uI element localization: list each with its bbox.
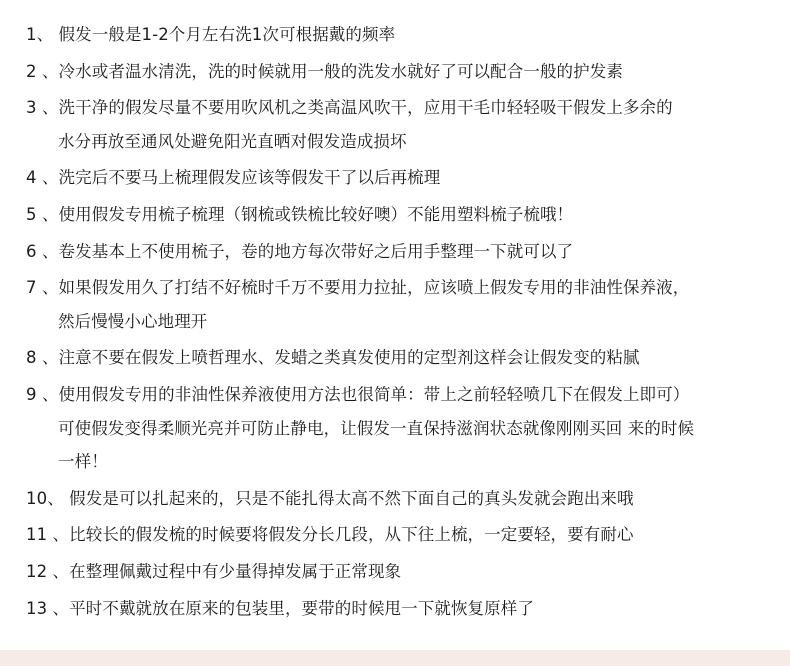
instruction-continuation-text: 一样！ bbox=[58, 452, 108, 472]
instruction-text: 10、 假发是可以扎起来的，只是不能扎得太高不然下面自己的真头发就会跑出来哦 bbox=[26, 488, 634, 508]
instruction-text: 2 、冷水或者温水清洗，洗的时候就用一般的洗发水就好了可以配合一般的护发素 bbox=[26, 61, 623, 81]
instruction-item-9 bbox=[26, 378, 766, 479]
instruction-item-11 bbox=[26, 518, 766, 552]
instruction-text: 1、 假发一般是1-2个月左右洗1次可根据戴的频率 bbox=[26, 25, 396, 44]
instruction-text: 3 、洗干净的假发尽量不要用吹风机之类高温风吹干，应用干毛巾轻轻吸干假发上多余的 bbox=[26, 98, 673, 118]
instruction-continuation-text: 然后慢慢小心地理开 bbox=[58, 311, 208, 331]
instruction-text: 9 、使用假发专用的非油性保养液使用方法也很简单：带上之前轻轻喷几下在假发上即可） bbox=[26, 384, 690, 404]
instruction-item-7 bbox=[26, 271, 766, 338]
instruction-item-2 bbox=[26, 55, 766, 89]
instruction-text: 5 、使用假发专用梳子梳理（钢梳或铁梳比较好噢）不能用塑料梳子梳哦！ bbox=[26, 204, 574, 224]
wig-care-instructions-list bbox=[26, 18, 766, 628]
instruction-text: 4 、洗完后不要马上梳理假发应该等假发干了以后再梳理 bbox=[26, 168, 441, 188]
instruction-text: 6 、卷发基本上不使用梳子，卷的地方每次带好之后用手整理一下就可以了 bbox=[26, 241, 574, 261]
instruction-item-13 bbox=[26, 592, 766, 626]
instruction-text: 11 、比较长的假发梳的时候要将假发分长几段，从下往上梳，一定要轻，要有耐心 bbox=[26, 525, 634, 545]
instruction-continuation-text: 水分再放至通风处避免阳光直晒对假发造成损坏 bbox=[58, 131, 407, 151]
instruction-item-12 bbox=[26, 555, 766, 589]
instruction-item-1 bbox=[26, 18, 766, 52]
instruction-text: 8 、注意不要在假发上喷哲理水、发蜡之类真发使用的定型剂这样会让假发变的粘腻 bbox=[26, 348, 640, 368]
instruction-item-10 bbox=[26, 482, 766, 516]
instruction-continuation-text: 可使假发变得柔顺光亮并可防止静电，让假发一直保持滋润状态就像刚刚买回 来的时候 bbox=[58, 418, 695, 438]
instruction-item-5 bbox=[26, 198, 766, 232]
instruction-item-8 bbox=[26, 341, 766, 375]
instruction-text: 7 、如果假发用久了打结不好梳时千万不要用力拉扯，应该喷上假发专用的非油性保养液， bbox=[26, 278, 690, 298]
instruction-text: 13 、平时不戴就放在原来的包装里，要带的时候甩一下就恢复原样了 bbox=[26, 598, 534, 618]
footer-band bbox=[0, 650, 790, 666]
instruction-item-3 bbox=[26, 91, 766, 158]
instruction-item-4 bbox=[26, 161, 766, 195]
instruction-item-6 bbox=[26, 235, 766, 269]
instruction-text: 12 、在整理佩戴过程中有少量得掉发属于正常现象 bbox=[26, 561, 402, 581]
